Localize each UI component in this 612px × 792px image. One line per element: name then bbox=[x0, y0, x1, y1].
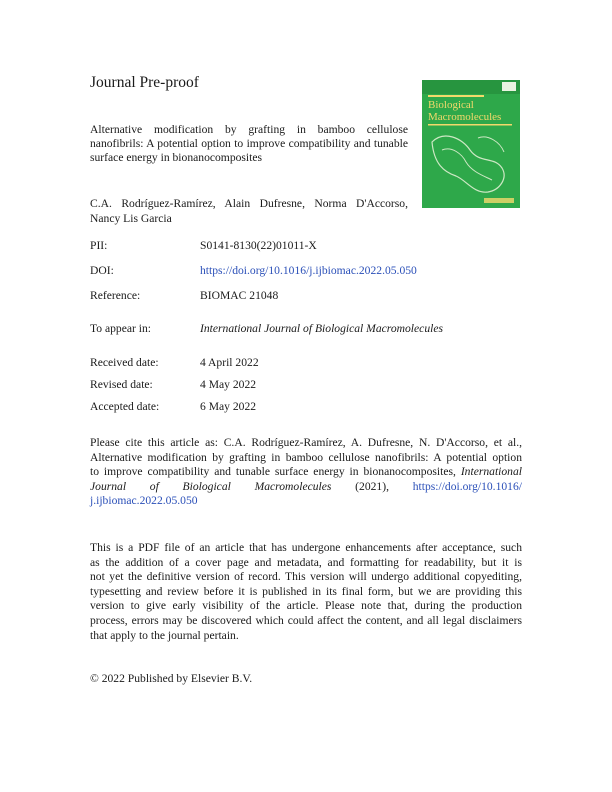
reference-label: Reference: bbox=[90, 289, 141, 302]
disclaimer-line: not yet the definitive version of record. This version will undergo additional copyediting, bbox=[90, 570, 522, 584]
accepted-value: 6 May 2022 bbox=[200, 400, 257, 413]
citation-doi-link[interactable]: https://doi.org/10.1016/ bbox=[412, 479, 522, 493]
copyright-notice: © 2022 Published by Elsevier B.V. bbox=[90, 672, 253, 685]
page-heading: Journal Pre-proof bbox=[90, 74, 199, 91]
appear-label: To appear in: bbox=[90, 322, 151, 335]
appear-value: International Journal of Biological Macromolecules bbox=[200, 322, 443, 335]
citation-journal: Journal of Biological Macromolecules bbox=[90, 479, 332, 493]
disclaimer-paragraph bbox=[90, 541, 522, 643]
article-authors: C.A. Rodríguez-Ramírez, Alain Dufresne, Norma D'Accorso, Nancy Lis Garcia bbox=[90, 197, 408, 225]
doi-link[interactable]: https://doi.org/10.1016/j.ijbiomac.2022.05.050 bbox=[200, 264, 417, 277]
disclaimer-line: that apply to the journal pertain. bbox=[90, 628, 239, 642]
citation-line: Alternative modification by grafting in bamboo cellulose nanofibrils: A potential option bbox=[90, 450, 522, 464]
citation-doi-link[interactable]: j.ijbiomac.2022.05.050 bbox=[90, 494, 198, 508]
disclaimer-line: typesetting and review before it is published in its final form, but we are providing this bbox=[90, 584, 522, 598]
article-title: Alternative modification by grafting in bamboo cellulose nanofibrils: A potential option to improve compatibility and tunable surface energy in bionanocomposites bbox=[90, 123, 408, 164]
citation-journal: International bbox=[460, 465, 522, 479]
citation-line bbox=[90, 480, 522, 495]
disclaimer-line: version to give early visibility of the article. Please note that, during the production bbox=[90, 599, 522, 613]
cover-artwork bbox=[422, 80, 520, 208]
citation-line bbox=[90, 494, 522, 509]
cover-title-line2: Macromolecules bbox=[428, 111, 502, 123]
pii-label: PII: bbox=[90, 239, 108, 252]
citation-text: to improve compatibility and tunable surface energy in bionanocomposites, bbox=[90, 465, 456, 479]
doi-label: DOI: bbox=[90, 264, 114, 277]
accepted-label: Accepted date: bbox=[90, 400, 160, 413]
disclaimer-line: process, errors may be discovered which could affect the content, and all legal disclaimers bbox=[90, 613, 522, 627]
revised-value: 4 May 2022 bbox=[200, 378, 257, 391]
citation-line bbox=[90, 465, 522, 480]
received-value: 4 April 2022 bbox=[200, 356, 259, 369]
disclaimer-line: This is a PDF file of an article that has undergone enhancements after acceptance, such bbox=[90, 541, 522, 554]
journal-cover-image bbox=[422, 80, 520, 208]
revised-label: Revised date: bbox=[90, 378, 153, 391]
reference-value: BIOMAC 21048 bbox=[200, 289, 279, 302]
citation-paragraph bbox=[90, 436, 522, 509]
cover-title-line1: Biological bbox=[428, 99, 474, 111]
received-label: Received date: bbox=[90, 356, 159, 369]
citation-line: Please cite this article as: C.A. Rodríguez-Ramírez, A. Dufresne, N. D'Accorso, et al., bbox=[90, 436, 522, 449]
citation-year: (2021), bbox=[355, 479, 389, 493]
disclaimer-line: as the addition of a cover page and metadata, and formatting for readability, but it is bbox=[90, 555, 522, 569]
pii-value: S0141-8130(22)01011-X bbox=[200, 239, 317, 252]
